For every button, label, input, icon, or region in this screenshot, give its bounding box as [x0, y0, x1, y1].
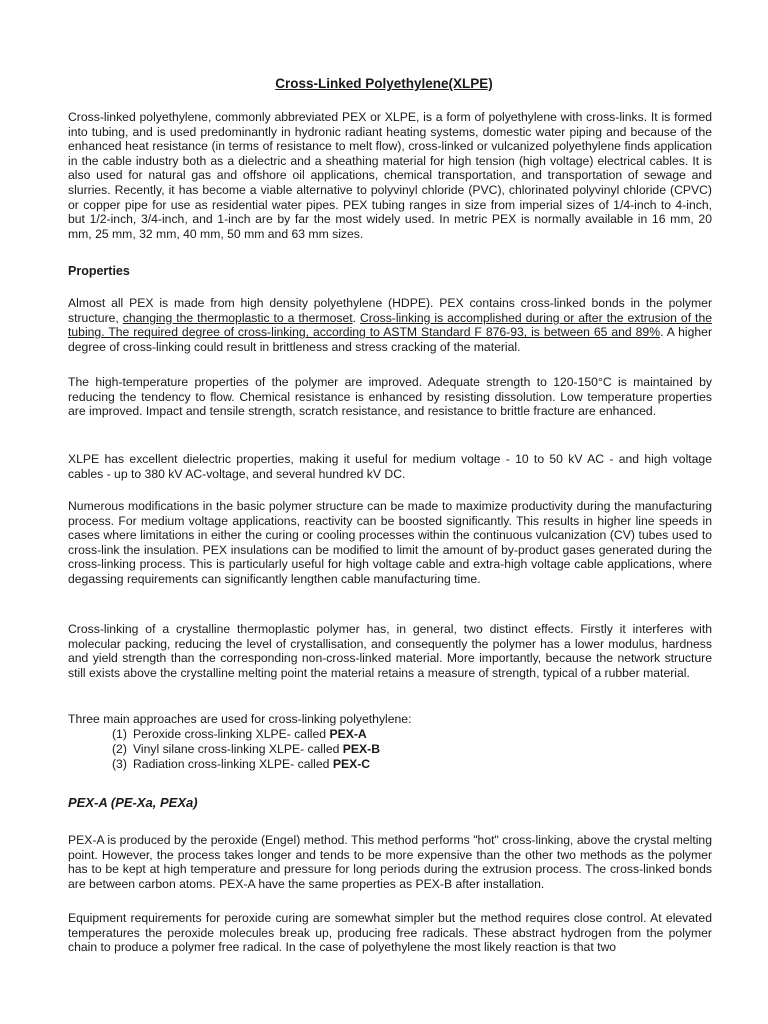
properties-paragraph-4: Numerous modifications in the basic polymer structure can be made to maximize productivity during the manufacturing process. For medium voltage applications, reactivity can be boosted significantly. This results in higher line speeds in cases where limitations in either the curing or cooling processes within the continuous vulcanization (CV) tubes used to cross-link the insulation. PEX insulations can be modified to limit the amount of by-product gases generated during the cross-linking process. This is particularly useful for high voltage cable and extra-high voltage cable applications, where degassing requirements can significantly lengthen cable manufacturing time.	[68, 499, 712, 586]
intro-paragraph: Cross-linked polyethylene, commonly abbreviated PEX or XLPE, is a form of polyethylene with cross-links. It is formed into tubing, and is used predominantly in hydronic radiant heating systems, domestic water piping and because of the enhanced heat resistance (in terms of resistance to melt flow), cross-linked or vulcanized polyethylene finds application in the cable industry both as a dielectric and a sheathing material for high tension (high voltage) electrical cables. It is also used for natural gas and offshore oil applications, chemical transportation, and transportation of sewage and slurries. Recently, it has become a viable alternative to polyvinyl chloride (PVC), chlorinated polyvinyl chloride (CPVC) or copper pipe for use as residential water pipes. PEX tubing ranges in size from imperial sizes of 1/4-inch to 4-inch, but 1/2-inch, 3/4-inch, and 1-inch are by far the most widely used. In metric PEX is normally available in 16 mm, 20 mm, 25 mm, 32 mm, 40 mm, 50 mm and 63 mm sizes.	[68, 110, 712, 241]
list-item: (1) Peroxide cross-linking XLPE- called PEX-A	[112, 727, 367, 741]
properties-paragraph-2: The high-temperature properties of the polymer are improved. Adequate strength to 120-150°C is maintained by reducing the tendency to flow. Chemical resistance is enhanced by resisting dissolution. Low temperature properties are improved. Impact and tensile strength, scratch resistance, and resistance to brittle fracture are enhanced.	[68, 375, 712, 419]
p1-text-b: .	[352, 310, 360, 325]
list-item: (3) Radiation cross-linking XLPE- called PEX-C	[112, 757, 371, 772]
p1-text-c: . A higher degree of cross-linking could result in brittleness and stress cracking of the material.	[68, 325, 713, 354]
approaches-intro: Three main approaches are used for cross-linking polyethylene:	[68, 712, 412, 726]
p1-underline-2: Cross-linking is accomplished during or after the extrusion of the tubing. The required degree of cross-linking, according to ASTM Standard F 876-93, is between 65 and 89%	[68, 310, 712, 340]
properties-paragraph-1	[68, 296, 712, 354]
properties-paragraph-5: Cross-linking of a crystalline thermoplastic polymer has, in general, two distinct effects. Firstly it interferes with molecular packing, reducing the level of crystallisation, and consequently the polymer has a lower modulus, hardness and yield strength than the corresponding non-cross-linked material. More importantly, because the network structure still exists above the crystalline melting point the material retains a measure of strength, typical of a rubber material.	[68, 622, 712, 680]
properties-paragraph-3: XLPE has excellent dielectric properties, making it useful for medium voltage - 10 to 50 kV AC - and high voltage cables - up to 380 kV AC-voltage, and several hundred kV DC.	[68, 452, 712, 481]
properties-heading: Properties	[68, 264, 130, 278]
pexa-heading: PEX-A (PE-Xa, PEXa)	[68, 795, 198, 810]
list-item: (2) Vinyl silane cross-linking XLPE- called PEX-B	[112, 742, 381, 757]
document-title: Cross-Linked Polyethylene(XLPE)	[275, 76, 493, 91]
p1-underline-1: changing the thermoplastic to a thermoset	[122, 310, 353, 325]
pexa-paragraph-2: Equipment requirements for peroxide curing are somewhat simpler but the method requires close control. At elevated temperatures the peroxide molecules break up, producing free radicals. These abstract hydrogen from the polymer chain to produce a polymer free radical. In the case of polyethylene the most likely reaction is that two	[68, 911, 712, 955]
pexa-paragraph-1: PEX-A is produced by the peroxide (Engel) method. This method performs "hot" cross-linking, above the crystal melting point. However, the process takes longer and tends to be more expensive than the other two methods as the polymer has to be kept at high temperature and pressure for long periods during the extrusion process. The cross-linked bonds are between carbon atoms. PEX-A have the same properties as PEX-B after installation.	[68, 833, 712, 891]
approaches-list	[112, 727, 380, 773]
p1-text-a: Almost all PEX is made from high density polyethylene (HDPE). PEX contains cross-linked bonds in the polymer structure,	[68, 296, 712, 325]
